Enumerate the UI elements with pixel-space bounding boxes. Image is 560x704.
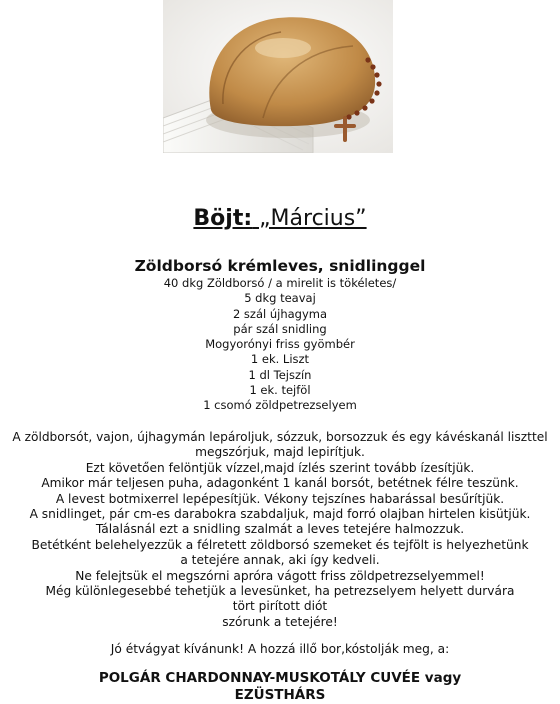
method-line: A snidlinget, pár cm-es darabokra szabdaljuk, majd forró olajban hirtelen kisütjük.: [29, 507, 531, 522]
ingredient-item: pár szál snidling: [233, 321, 327, 336]
wine-recommendation: [0, 670, 560, 704]
wine-name-line: EZÜSTHÁRS: [234, 687, 326, 703]
recipe-title: Zöldborsó krémleves, snidlinggel: [134, 257, 426, 275]
method-line: Ne felejtsük el megszórni apróra vágott friss zöldpetrezselyemmel!: [75, 568, 485, 583]
closing-line: Jó étvágyat kívánunk! A hozzá illő bor,kóstolják meg, a:: [110, 642, 450, 656]
method-line: Ezt követően felöntjük vízzel,majd ízlés szerint tovább ízesítjük.: [85, 460, 475, 475]
method-text: [0, 430, 560, 630]
ingredient-item: 1 ek. Liszt: [250, 352, 310, 367]
method-line: Még különlegesebbé tehetjük a levesünket, ha petrezselyem helyett durvára: [45, 584, 515, 599]
ingredient-item: Mogyorónyi friss gyömbér: [205, 337, 355, 352]
title-prefix: Böjt:: [193, 206, 253, 231]
bread-rosary-book-illustration: [163, 0, 393, 153]
method-line: tört pirított diót: [232, 599, 328, 614]
ingredient-item: 1 csomó zöldpetrezselyem: [203, 398, 357, 413]
method-line: Amikor már teljesen puha, adagonként 1 kanál borsót, betétnek félre teszünk.: [41, 476, 519, 491]
page-title: [0, 205, 560, 233]
method-line: A zöldborsót, vajon, újhagymán lepároljuk, sózzuk, borsozzuk és egy kávéskanál liszttel: [12, 430, 548, 444]
ingredient-item: 2 szál újhagyma: [232, 306, 328, 321]
method-line: Tálalásnál ezt a snidling szalmát a leves tetejére halmozzuk.: [95, 522, 465, 537]
method-line: megszórjuk, majd lepirítjuk.: [195, 445, 365, 460]
ingredient-item: 1 dl Tejszín: [248, 367, 312, 382]
title-month: „Március”: [252, 206, 367, 231]
ingredient-list: [0, 276, 560, 414]
method-line: A levest botmixerrel lepépesítjük. Vékony tejszínes habarással besűrítjük.: [55, 491, 505, 506]
ingredient-item: 5 dkg teavaj: [244, 291, 316, 306]
method-line: a tetejére annak, aki így kedveli.: [180, 553, 380, 568]
wine-name-line: POLGÁR CHARDONNAY-MUSKOTÁLY CUVÉE vagy: [98, 670, 462, 686]
method-line: szórunk a tetejére!: [222, 614, 338, 629]
header-photo: [163, 0, 393, 153]
method-line: Betétként belehelyezzük a félretett zöldborsó szemeket és tejfölt is helyezhetünk: [31, 537, 529, 552]
ingredient-item: 40 dkg Zöldborsó / a mirelit is tökéletes/: [163, 276, 397, 290]
ingredient-item: 1 ek. tejföl: [249, 383, 311, 398]
